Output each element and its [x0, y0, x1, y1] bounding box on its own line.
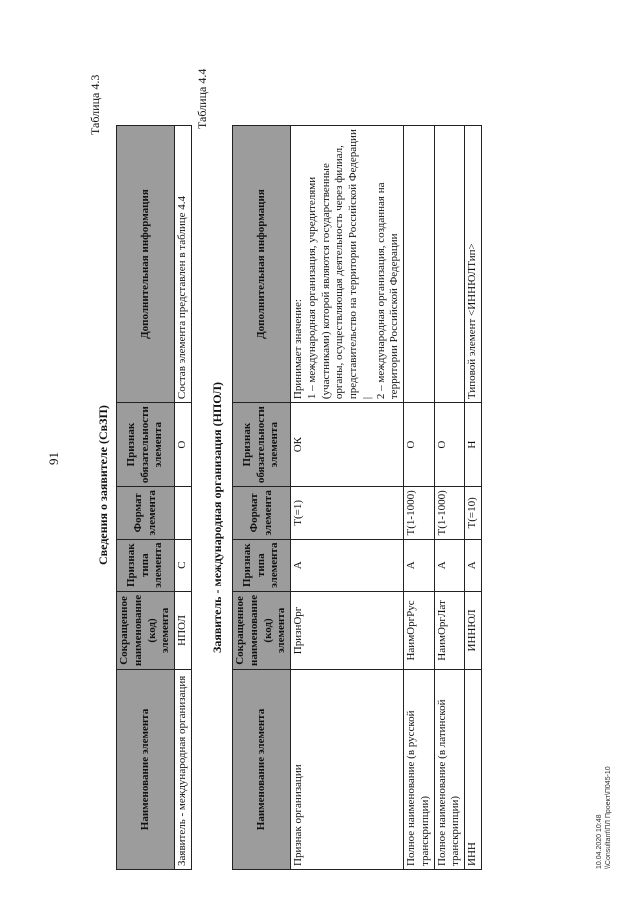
table-4-4: [232, 125, 482, 870]
element-name-cell: Полное наименование (в латинской транскрипции): [434, 670, 465, 870]
table-4-3-title: Сведения о заявителе (СвЗП): [96, 405, 110, 565]
element-required-cell: Н: [465, 403, 482, 487]
element-code-cell: НаимОргРус: [404, 591, 435, 669]
print-stamp-path: \\Consultant\ПЛ Проект\П045-10: [605, 766, 613, 869]
page-number: 91: [46, 452, 61, 465]
table-row: [434, 126, 465, 870]
element-info-cell: Принимает значение: 1 – международная организация, учредителями (участниками) которой являются государственные органы, осуществляющая деятельность через филиал, представительство на территории Российской Федерации | 2 – международная организация, созданная на территории Российской Федерации: [291, 126, 404, 403]
element-format-cell: [175, 487, 192, 539]
element-name-cell: Заявитель - международная организация: [175, 670, 192, 870]
element-code-cell: ПризнОрг: [291, 591, 404, 669]
element-type-cell: А: [465, 539, 482, 591]
element-name-cell: ИНН: [465, 670, 482, 870]
element-required-cell: О: [404, 403, 435, 487]
column-header: Сокращенное наименование (код) элемента: [117, 591, 175, 669]
element-info-cell: Типовой элемент <ИННЮЛТип>: [465, 126, 482, 403]
column-header: Признак обязательности элемента: [233, 403, 291, 487]
element-required-cell: ОК: [291, 403, 404, 487]
print-stamp: [595, 766, 613, 869]
table-4-3-label: Таблица 4.3: [88, 74, 102, 135]
column-header: Признак обязательности элемента: [117, 403, 175, 487]
element-code-cell: ИННЮЛ: [465, 591, 482, 669]
table-4-4-header-row: [233, 126, 291, 870]
table-row: [404, 126, 435, 870]
element-required-cell: О: [175, 403, 192, 487]
column-header: Сокращенное наименование (код) элемента: [233, 591, 291, 669]
element-info-cell: [404, 126, 435, 403]
element-info-cell: [434, 126, 465, 403]
column-header: Наименование элемента: [117, 670, 175, 870]
column-header: Формат элемента: [233, 487, 291, 539]
element-type-cell: С: [175, 539, 192, 591]
table-4-3: [116, 125, 192, 870]
element-type-cell: А: [404, 539, 435, 591]
element-type-cell: А: [291, 539, 404, 591]
element-code-cell: НаимОргЛат: [434, 591, 465, 669]
column-header: Наименование элемента: [233, 670, 291, 870]
element-info-cell: Состав элемента представлен в таблице 4.4: [175, 126, 192, 403]
element-type-cell: А: [434, 539, 465, 591]
table-row: [291, 126, 404, 870]
element-format-cell: T(1-1000): [404, 487, 435, 539]
column-header: Признак типа элемента: [117, 539, 175, 591]
column-header: Формат элемента: [117, 487, 175, 539]
element-format-cell: T(=1): [291, 487, 404, 539]
element-format-cell: T(=10): [465, 487, 482, 539]
table-4-4-title: Заявитель - международная организация (НПОЛ): [210, 382, 224, 653]
element-name-cell: Полное наименование (в русской транскрипции): [404, 670, 435, 870]
table-row: [175, 126, 192, 870]
table-4-3-header-row: [117, 126, 175, 870]
element-required-cell: О: [434, 403, 465, 487]
element-format-cell: T(1-1000): [434, 487, 465, 539]
table-row: [465, 126, 482, 870]
element-code-cell: НПОЛ: [175, 591, 192, 669]
table-4-4-label: Таблица 4.4: [195, 68, 209, 129]
column-header: Дополнительная информация: [233, 126, 291, 403]
print-stamp-date: 10.04.2020 10:48: [596, 814, 603, 869]
column-header: Дополнительная информация: [117, 126, 175, 403]
element-name-cell: Признак организации: [291, 670, 404, 870]
column-header: Признак типа элемента: [233, 539, 291, 591]
